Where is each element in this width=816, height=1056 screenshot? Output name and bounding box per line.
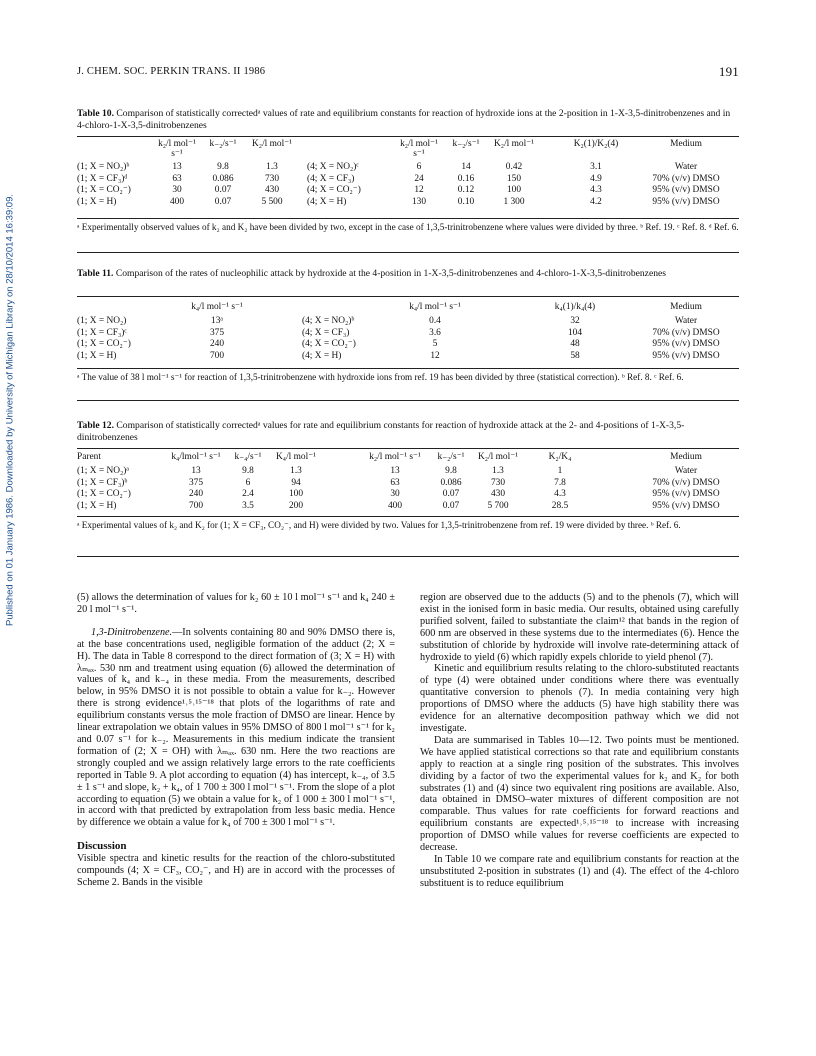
table12-cell: 1 [557, 466, 563, 476]
table12-cell: 94 [291, 477, 301, 488]
table12-label: Table 12. [77, 420, 114, 431]
table10-cell: 0.12 [457, 185, 475, 195]
table11-caption [77, 268, 739, 280]
table10-cell: 95% (v/v) DMSO [652, 196, 720, 207]
table11-cell: (1; X = CO₂⁻) [77, 339, 131, 349]
table10-cell: 150 [506, 173, 522, 184]
table12-cell: (1; X = H) [77, 500, 117, 511]
table10-cell: 63 [172, 173, 182, 184]
table12-header: k₂/l mol⁻¹ s⁻¹ [369, 452, 421, 462]
table12-header: k₋₂/s⁻¹ [437, 452, 465, 462]
dinitrobenzene-subheading: 1,3-Dinitrobenzene. [91, 626, 173, 638]
table10-cell: 730 [264, 173, 280, 184]
table11-cell: 5 [432, 339, 438, 349]
table12-cell: 6 [245, 477, 251, 488]
table12-cell: (1; X = CO₂⁻) [77, 489, 131, 499]
table12-header: K₂/l mol⁻¹ [478, 452, 518, 462]
table12-caption [77, 420, 739, 443]
table12-cell: 730 [490, 477, 506, 488]
table10-cell: 13 [172, 162, 182, 172]
table10-cell: 0.07 [214, 196, 232, 207]
table11-cell: (4; X = CO₂⁻) [302, 339, 356, 349]
table12-cell: 0.07 [442, 500, 460, 511]
table12-footnote: ᵃ Experimental values of k₂ and K₂ for (1; X = CF₃, CO₂⁻, and H) were divided by two. Values for 1,3,5-trinitrobenzene from ref. 19 were divided by three. ᵇ Ref. 6. [77, 520, 681, 530]
table10-cell: 0.086 [212, 173, 234, 184]
table10 [77, 140, 739, 220]
table10-cell: 1 300 [503, 196, 525, 207]
table11-cell: 375 [209, 327, 225, 338]
table11-cell: 70% (v/v) DMSO [652, 327, 720, 338]
left-paragraph-3: Visible spectra and kinetic results for the reaction of the chloro-substituted compounds (4; X = CF₃, CO₂⁻, and H) are in accord with the processes of Scheme 2. Bands in the visible [77, 853, 395, 888]
table11-cell: 104 [567, 327, 583, 338]
table12-cell: 4.3 [554, 489, 566, 499]
table11-cell: 95% (v/v) DMSO [652, 350, 720, 361]
table11-header: Medium [670, 302, 702, 312]
table11-header: k₄/l mol⁻¹ s⁻¹ [409, 302, 461, 312]
table10-top-rule [77, 136, 739, 137]
table10-cell: 6 [416, 162, 422, 172]
table10-caption [77, 108, 739, 131]
table12-end-rule [77, 556, 739, 557]
table11-cell: (4; X = CF₃) [302, 327, 350, 338]
table12 [77, 452, 739, 518]
running-header [77, 66, 739, 82]
table11-cell: 240 [209, 339, 225, 349]
table10-cell: 0.07 [214, 185, 232, 195]
table10-cell: 30 [172, 185, 182, 195]
table10-cell: (1; X = CO₂⁻) [77, 185, 131, 195]
table12-cell: 9.8 [445, 466, 457, 476]
table10-cell: 3.1 [590, 162, 602, 172]
table12-header: k₄/lmol⁻¹ s⁻¹ [171, 452, 221, 462]
table11-cell: 32 [570, 316, 580, 326]
left-column [77, 592, 395, 889]
table10-cell: 130 [411, 196, 427, 207]
table10-header: K₂(1)/K₂(4) [573, 139, 619, 149]
right-column [420, 592, 739, 890]
table12-cell: 13 [191, 466, 201, 476]
table10-bottom-rule [77, 218, 739, 219]
table11-cell: (1; X = CF₃)ᶜ [77, 327, 127, 338]
table12-cell: 95% (v/v) DMSO [652, 500, 720, 511]
table10-cell: (4; X = CO₂⁻) [307, 185, 361, 195]
table10-cell: 0.42 [505, 162, 523, 172]
table11-cell: (4; X = NO₂)ᵇ [302, 316, 355, 326]
table12-header: Parent [77, 452, 101, 462]
table12-cell: (1; X = NO₂)ᵃ [77, 466, 129, 476]
table10-cell: (1; X = H) [77, 196, 117, 207]
table12-cell: 5 700 [487, 500, 509, 511]
table10-label: Table 10. [77, 108, 114, 119]
left-paragraph-1: (5) allows the determination of values for k₂ 60 ± 10 l mol⁻¹ s⁻¹ and k₄ 240 ± 20 l mol⁻¹ s⁻¹. [77, 592, 395, 615]
table11-cell: 95% (v/v) DMSO [652, 339, 720, 349]
table12-top-rule [77, 448, 739, 449]
left-paragraph-2 [77, 627, 395, 829]
table12-header: K₄/l mol⁻¹ [276, 452, 316, 462]
table11-cell: 700 [209, 350, 225, 361]
right-paragraph-1: region are observed due to the adducts (5) and to the phenols (7), which will exist in the ionised form in basic media. Our results, obtained using carefully purified solvent, failed to substantiate the claim¹² that bands in the region of 600 nm are observed in these systems due to the intermediates (6). Hence the substitution of chloride by hydroxide will involve rate-determining attack of hydroxide to yield (6) which rapidly expels chloride to yield phenol (7). [420, 592, 739, 663]
table10-cell: 9.8 [217, 162, 229, 172]
table11-cell: (1; X = H) [77, 350, 117, 361]
table10-header: Medium [670, 139, 702, 149]
table10-header: k₋₂/s⁻¹ [452, 139, 480, 149]
table11-cell: 48 [570, 339, 580, 349]
table10-cell: 5 500 [261, 196, 283, 207]
table12-caption-text: Comparison of statistically correctedᵃ values for rate and equilibrium constants for reaction of hydroxide attack at the 2- and 4-positions of 1-X-3,5-dinitrobenzenes [77, 420, 685, 443]
table12-cell: 3.5 [242, 500, 254, 511]
table11-cell: (1; X = NO₂) [77, 316, 127, 326]
table11-cell: 13ᵃ [211, 316, 223, 326]
table11-top-rule [77, 296, 739, 297]
table10-cell: 100 [506, 185, 522, 195]
journal-name: J. CHEM. SOC. PERKIN TRANS. II 1986 [77, 66, 266, 77]
table11-cell: Water [674, 316, 698, 326]
table10-cell: 400 [169, 196, 185, 207]
table10-header: k₂/l mol⁻¹ s⁻¹ [400, 139, 438, 159]
table12-header: Medium [670, 452, 702, 462]
table11-cell: (4; X = H) [302, 350, 342, 361]
table12-cell: 0.07 [442, 489, 460, 499]
download-watermark [0, 180, 20, 640]
table12-cell: 63 [390, 477, 400, 488]
table10-cell: 0.10 [457, 196, 475, 207]
table12-cell: 2.4 [242, 489, 254, 499]
table12-bottom-rule [77, 516, 739, 517]
table11-cell: 3.6 [429, 327, 441, 338]
table12-cell: 240 [188, 489, 204, 499]
table11-label: Table 11. [77, 268, 114, 279]
table12-cell: 200 [288, 500, 304, 511]
table10-cell: 12 [414, 185, 424, 195]
discussion-heading: Discussion [77, 840, 127, 853]
right-paragraph-3: Data are summarised in Tables 10—12. Two points must be mentioned. We have applied statistical corrections so that rate and equilibrium constants apply to reaction at a single ring position of the substrates. This involves dividing by a factor of two the experimental values for k₂ and K₂ for both substrates (1) and (4) since two equivalent ring positions are available. Also, data obtained in DMSO–water mixtures of different composition are not comparable. Thus values for rate coefficients for forward reactions and equilibrium constants are expected¹˒⁵˒¹⁵⁻¹⁸ to increase with increasing proportion of DMSO while values for reverse coefficients are expected to decrease. [420, 734, 739, 854]
table12-cell: 95% (v/v) DMSO [652, 489, 720, 499]
table10-cell: 1.3 [266, 162, 278, 172]
table12-cell: Water [674, 466, 698, 476]
table12-cell: 30 [390, 489, 400, 499]
table11 [77, 302, 739, 368]
table10-header: k₋₂/s⁻¹ [209, 139, 237, 149]
table12-cell: 9.8 [242, 466, 254, 476]
table10-header: K₂/l mol⁻¹ [252, 139, 292, 149]
table10-header: K₂/l mol⁻¹ [494, 139, 534, 149]
table12-cell: 1.3 [290, 466, 302, 476]
table10-footnote: ᵃ Experimentally observed values of k₂ and K₂ have been divided by two, except in the case of 1,3,5-trinitrobenzene where values were divided by three. ᵇ Ref. 19. ᶜ Ref. 8. ᵈ Ref. 6. [77, 222, 739, 232]
table11-bottom-rule [77, 368, 739, 369]
table12-cell: 7.8 [554, 477, 566, 488]
table10-cell: Water [674, 162, 698, 172]
table10-cell: (4; X = H) [307, 196, 347, 207]
table11-caption-text: Comparison of the rates of nucleophilic attack by hydroxide at the 4-position in 1-X-3,5-dinitrobenzenes and 4-chloro-1-X-3,5-dinitrobenzenes [113, 268, 666, 279]
watermark-text: Published on 01 January 1986. Downloaded by University of Michigan Library on 28/10/2014 16:39:09. [4, 193, 16, 627]
right-paragraph-4: In Table 10 we compare rate and equilibrium constants for reaction at the unsubstituted 2-position in substrates (1) and (4). The effect of the 4-chloro substituent is to reduce equilibrium [420, 853, 739, 889]
table11-cell: 0.4 [429, 316, 441, 326]
table12-cell: 13 [390, 466, 400, 476]
table11-end-rule [77, 400, 739, 401]
table10-cell: 4.3 [590, 185, 602, 195]
table12-cell: 430 [490, 489, 506, 499]
table10-end-rule [77, 252, 739, 253]
left-paragraph-2-text: —In solvents containing 80 and 90% DMSO there is, at the base concentrations used, negligible formation of the adduct (2; X = H). The data in Table 8 correspond to the direct formation of (3; X = H) with λₘₐₓ. 530 nm and treatment using equation (6) allowed the determination of values of k₄ and k₋₄ in these media. From the measurements, described below, in 95% DMSO it is not possible to obtain a value for k₋₂. However there is strong evidence¹˒⁵˒¹⁵⁻¹⁸ that plots of the logarithms of rate and equilibrium constants versus the mole fraction of DMSO are linear. Hence by linear extrapolation we obtain values in 95% DMSO of 800 l mol⁻¹ s⁻¹ for k₂ and 0.07 s⁻¹ for k₋₂. Measurements in this medium indicate the transient formation of (2; X = OH) with λₘₐₓ. 630 nm. Here the two reactions are strongly coupled and we assign relatively large errors to the rate coefficients reported in Table 9. A plot according to equation (4) has intercept, k₋₄, of 3.5 ± 1 s⁻¹ and slope, k₂ + k₄, of 1 700 ± 300 l mol⁻¹ s⁻¹. From the slope of a plot according to equation (5) we obtain a value for k₂ of 1 000 ± 300 l mol⁻¹ s⁻¹, in accord with that predicted by extrapolation from less basic media. Hence by difference we obtain a value for k₄ of 700 ± 300 l mol⁻¹ s⁻¹. [77, 626, 395, 829]
table11-header: k₄/l mol⁻¹ s⁻¹ [191, 302, 243, 312]
table10-cell: 95% (v/v) DMSO [652, 185, 720, 195]
table10-cell: 0.16 [457, 173, 475, 184]
table10-cell: 70% (v/v) DMSO [652, 173, 720, 184]
table12-cell: 100 [288, 489, 304, 499]
table12-cell: (1; X = CF₃)ᵇ [77, 477, 128, 488]
table10-cell: (1; X = NO₂)ᵇ [77, 162, 130, 172]
table12-cell: 0.086 [440, 477, 462, 488]
table12-cell: 1.3 [492, 466, 504, 476]
table12-cell: 70% (v/v) DMSO [652, 477, 720, 488]
right-paragraph-2: Kinetic and equilibrium results relating to the chloro-substituted reactants of type (4) were obtained under conditions where there was eventually quantitative conversion to phenols (7). In media containing very high proportions of DMSO where the adducts (5) have high stability there was evidence for an alternative decomposition pathway which we did not investigate. [420, 663, 739, 734]
table12-cell: 400 [387, 500, 403, 511]
table10-cell: 24 [414, 173, 424, 184]
table10-caption-text: Comparison of statistically correctedᵃ values of rate and equilibrium constants for reaction of hydroxide ions at the 2-position in 1-X-3,5-dinitrobenzenes and in 4-chloro-1-X-3,5-dinitrobenzenes [77, 108, 731, 131]
table12-header: K₂/K₄ [548, 452, 572, 462]
table12-cell: 28.5 [551, 500, 569, 511]
page-number: 191 [718, 64, 739, 79]
table11-header: k₄(1)/k₄(4) [554, 302, 596, 312]
table10-cell: 14 [461, 162, 471, 172]
table10-cell: 4.2 [590, 196, 602, 207]
table10-cell: (4; X = CF₃) [307, 173, 355, 184]
table12-cell: 700 [188, 500, 204, 511]
table10-cell: (4; X = NO₂)ᶜ [307, 162, 359, 172]
table11-footnote: ᵃ The value of 38 l mol⁻¹ s⁻¹ for reaction of 1,3,5-trinitrobenzene with hydroxide ions from ref. 19 has been divided by three (statistical correction). ᵇ Ref. 8. ᶜ Ref. 6. [77, 372, 684, 382]
table12-cell: 375 [188, 477, 204, 488]
table11-cell: 12 [430, 350, 440, 361]
table10-cell: 430 [264, 185, 280, 195]
table10-cell: (1; X = CF₃)ᵈ [77, 173, 128, 184]
table12-header: k₋₄/s⁻¹ [234, 452, 262, 462]
table10-cell: 4.9 [590, 173, 602, 184]
table10-header: k₂/l mol⁻¹ s⁻¹ [158, 139, 196, 159]
table11-cell: 58 [570, 350, 580, 361]
